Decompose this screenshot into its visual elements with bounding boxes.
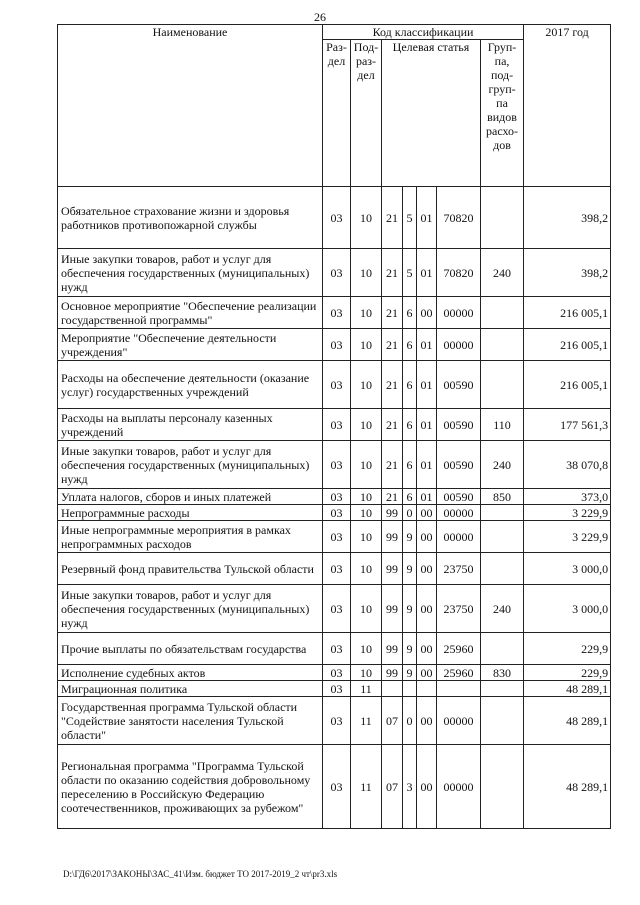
row-amount: 398,2	[524, 249, 611, 297]
row-amount: 3 229,9	[524, 521, 611, 553]
row-group	[481, 187, 524, 249]
row-target-event: 00	[417, 633, 437, 665]
row-group: 240	[481, 249, 524, 297]
table-row	[58, 297, 611, 329]
header-year: 2017 год	[524, 25, 611, 187]
row-amount: 229,9	[524, 665, 611, 681]
table-row	[58, 521, 611, 553]
row-name: Иные закупки товаров, работ и услуг для обеспечения государственных (муниципальных) нужд	[58, 585, 323, 633]
row-razdel: 03	[323, 633, 351, 665]
row-target-subprogram: 9	[403, 633, 417, 665]
row-target-direction: 00000	[437, 521, 481, 553]
row-razdel: 03	[323, 409, 351, 441]
row-target-event	[417, 681, 437, 697]
row-target-direction: 00000	[437, 505, 481, 521]
row-target-event: 00	[417, 553, 437, 585]
row-target-subprogram: 6	[403, 297, 417, 329]
table-row	[58, 409, 611, 441]
row-group	[481, 505, 524, 521]
row-target-program: 21	[382, 187, 403, 249]
row-podrazdel: 10	[351, 665, 382, 681]
row-target-subprogram: 6	[403, 409, 417, 441]
header-code: Код классификации	[323, 25, 524, 40]
row-amount: 48 289,1	[524, 697, 611, 745]
row-target-program: 21	[382, 249, 403, 297]
row-name: Исполнение судебных актов	[58, 665, 323, 681]
page-number: 26	[314, 10, 326, 24]
row-target-event: 01	[417, 441, 437, 489]
row-target-subprogram: 0	[403, 697, 417, 745]
row-group	[481, 681, 524, 697]
row-target-event: 01	[417, 489, 437, 505]
row-target-direction: 00000	[437, 745, 481, 829]
row-group	[481, 521, 524, 553]
table-row	[58, 187, 611, 249]
row-podrazdel: 10	[351, 187, 382, 249]
row-podrazdel: 10	[351, 361, 382, 409]
row-amount: 3 000,0	[524, 553, 611, 585]
row-target-program: 99	[382, 585, 403, 633]
row-target-direction: 25960	[437, 633, 481, 665]
row-podrazdel: 11	[351, 745, 382, 829]
row-target-direction: 00000	[437, 329, 481, 361]
row-amount: 229,9	[524, 633, 611, 665]
table-row	[58, 665, 611, 681]
table-row	[58, 553, 611, 585]
row-razdel: 03	[323, 697, 351, 745]
row-target-subprogram: 6	[403, 441, 417, 489]
table-row	[58, 681, 611, 697]
row-podrazdel: 10	[351, 489, 382, 505]
row-amount: 38 070,8	[524, 441, 611, 489]
row-podrazdel: 10	[351, 409, 382, 441]
row-name: Иные закупки товаров, работ и услуг для обеспечения государственных (муниципальных) нужд	[58, 249, 323, 297]
row-razdel: 03	[323, 187, 351, 249]
row-razdel: 03	[323, 521, 351, 553]
row-podrazdel: 10	[351, 249, 382, 297]
header-group: Груп-па, под-груп-па видов расхо-дов	[481, 40, 524, 187]
row-target-subprogram: 0	[403, 505, 417, 521]
row-target-event: 00	[417, 665, 437, 681]
row-target-direction: 70820	[437, 249, 481, 297]
row-amount: 48 289,1	[524, 745, 611, 829]
row-podrazdel: 10	[351, 521, 382, 553]
row-podrazdel: 10	[351, 585, 382, 633]
header-name: Наименование	[58, 25, 323, 187]
row-podrazdel: 10	[351, 505, 382, 521]
row-target-event: 00	[417, 505, 437, 521]
row-razdel: 03	[323, 249, 351, 297]
row-razdel: 03	[323, 681, 351, 697]
row-target-direction: 00000	[437, 697, 481, 745]
row-target-program: 21	[382, 489, 403, 505]
table-row	[58, 489, 611, 505]
row-razdel: 03	[323, 745, 351, 829]
row-target-event: 01	[417, 249, 437, 297]
table-row	[58, 633, 611, 665]
row-target-program: 21	[382, 297, 403, 329]
row-podrazdel: 10	[351, 441, 382, 489]
row-target-event: 00	[417, 297, 437, 329]
row-group	[481, 697, 524, 745]
row-target-direction: 00590	[437, 441, 481, 489]
row-razdel: 03	[323, 441, 351, 489]
row-target-direction: 00000	[437, 297, 481, 329]
row-podrazdel: 11	[351, 697, 382, 745]
row-name: Региональная программа "Программа Тульской области по оказанию содействия добровольному переселению в Российскую Федерацию соотечественников, проживающих за рубежом"	[58, 745, 323, 829]
table-row	[58, 697, 611, 745]
row-name: Уплата налогов, сборов и иных платежей	[58, 489, 323, 505]
row-amount: 373,0	[524, 489, 611, 505]
row-target-subprogram: 6	[403, 489, 417, 505]
row-name: Государственная программа Тульской области "Содействие занятости населения Тульской области"	[58, 697, 323, 745]
row-group: 240	[481, 441, 524, 489]
row-target-subprogram: 5	[403, 249, 417, 297]
row-podrazdel: 10	[351, 553, 382, 585]
row-target-program: 99	[382, 505, 403, 521]
row-razdel: 03	[323, 505, 351, 521]
table-row	[58, 329, 611, 361]
row-target-event: 01	[417, 187, 437, 249]
row-name: Иные непрограммные мероприятия в рамках непрограммных расходов	[58, 521, 323, 553]
row-amount: 216 005,1	[524, 361, 611, 409]
header-razdel: Раз-дел	[323, 40, 351, 187]
table-row	[58, 745, 611, 829]
row-target-direction: 00590	[437, 361, 481, 409]
row-target-program: 21	[382, 361, 403, 409]
row-target-program: 99	[382, 553, 403, 585]
row-razdel: 03	[323, 489, 351, 505]
row-group	[481, 297, 524, 329]
row-target-program: 99	[382, 665, 403, 681]
row-target-direction: 00590	[437, 489, 481, 505]
row-name: Основное мероприятие "Обеспечение реализации государственной программы"	[58, 297, 323, 329]
row-podrazdel: 10	[351, 633, 382, 665]
table-row	[58, 361, 611, 409]
row-target-subprogram	[403, 681, 417, 697]
row-target-subprogram: 9	[403, 585, 417, 633]
row-target-program: 99	[382, 633, 403, 665]
row-target-program: 21	[382, 329, 403, 361]
row-group: 830	[481, 665, 524, 681]
table-row	[58, 505, 611, 521]
row-podrazdel: 10	[351, 329, 382, 361]
row-group	[481, 361, 524, 409]
row-target-direction: 23750	[437, 553, 481, 585]
row-name: Расходы на выплаты персоналу казенных учреждений	[58, 409, 323, 441]
row-amount: 216 005,1	[524, 297, 611, 329]
row-name: Миграционная политика	[58, 681, 323, 697]
row-target-event: 01	[417, 361, 437, 409]
row-target-program: 07	[382, 697, 403, 745]
row-razdel: 03	[323, 329, 351, 361]
row-name: Обязательное страхование жизни и здоровья работников противопожарной службы	[58, 187, 323, 249]
row-amount: 3 000,0	[524, 585, 611, 633]
header-target: Целевая статья	[382, 40, 481, 187]
row-amount: 398,2	[524, 187, 611, 249]
row-target-direction: 25960	[437, 665, 481, 681]
row-amount: 216 005,1	[524, 329, 611, 361]
header-podrazdel: Под-раз-дел	[351, 40, 382, 187]
row-group	[481, 553, 524, 585]
row-target-subprogram: 9	[403, 665, 417, 681]
row-name: Расходы на обеспечение деятельности (оказание услуг) государственных учреждений	[58, 361, 323, 409]
row-group	[481, 633, 524, 665]
table-row	[58, 585, 611, 633]
row-name: Иные закупки товаров, работ и услуг для обеспечения государственных (муниципальных) нужд	[58, 441, 323, 489]
row-razdel: 03	[323, 665, 351, 681]
row-target-event: 00	[417, 745, 437, 829]
row-target-event: 00	[417, 521, 437, 553]
row-razdel: 03	[323, 553, 351, 585]
row-target-subprogram: 5	[403, 187, 417, 249]
table-body	[58, 187, 611, 829]
table-row	[58, 249, 611, 297]
row-target-direction: 00590	[437, 409, 481, 441]
row-target-direction: 70820	[437, 187, 481, 249]
row-target-subprogram: 9	[403, 521, 417, 553]
row-group: 110	[481, 409, 524, 441]
row-razdel: 03	[323, 585, 351, 633]
row-name: Резервный фонд правительства Тульской области	[58, 553, 323, 585]
row-podrazdel: 10	[351, 297, 382, 329]
budget-table	[57, 24, 611, 829]
row-target-program: 21	[382, 409, 403, 441]
row-target-event: 01	[417, 409, 437, 441]
row-target-subprogram: 9	[403, 553, 417, 585]
row-group	[481, 329, 524, 361]
row-name: Прочие выплаты по обязательствам государства	[58, 633, 323, 665]
row-target-program: 99	[382, 521, 403, 553]
file-path-footer: D:\ГД6\2017\ЗАКОНЫ\ЗАС_41\Изм. бюджет ТО 2017-2019_2 чт\pr3.xls	[63, 869, 338, 879]
row-target-program	[382, 681, 403, 697]
row-group: 850	[481, 489, 524, 505]
row-target-subprogram: 6	[403, 329, 417, 361]
row-target-subprogram: 6	[403, 361, 417, 409]
table-row	[58, 441, 611, 489]
row-group	[481, 745, 524, 829]
row-razdel: 03	[323, 361, 351, 409]
row-name: Мероприятие "Обеспечение деятельности учреждения"	[58, 329, 323, 361]
row-target-program: 07	[382, 745, 403, 829]
row-name: Непрограммные расходы	[58, 505, 323, 521]
row-target-event: 00	[417, 697, 437, 745]
row-group: 240	[481, 585, 524, 633]
row-amount: 48 289,1	[524, 681, 611, 697]
row-amount: 177 561,3	[524, 409, 611, 441]
row-target-subprogram: 3	[403, 745, 417, 829]
row-target-program: 21	[382, 441, 403, 489]
row-target-direction: 23750	[437, 585, 481, 633]
row-target-event: 01	[417, 329, 437, 361]
row-target-event: 00	[417, 585, 437, 633]
row-amount: 3 229,9	[524, 505, 611, 521]
row-target-direction	[437, 681, 481, 697]
row-razdel: 03	[323, 297, 351, 329]
row-podrazdel: 11	[351, 681, 382, 697]
